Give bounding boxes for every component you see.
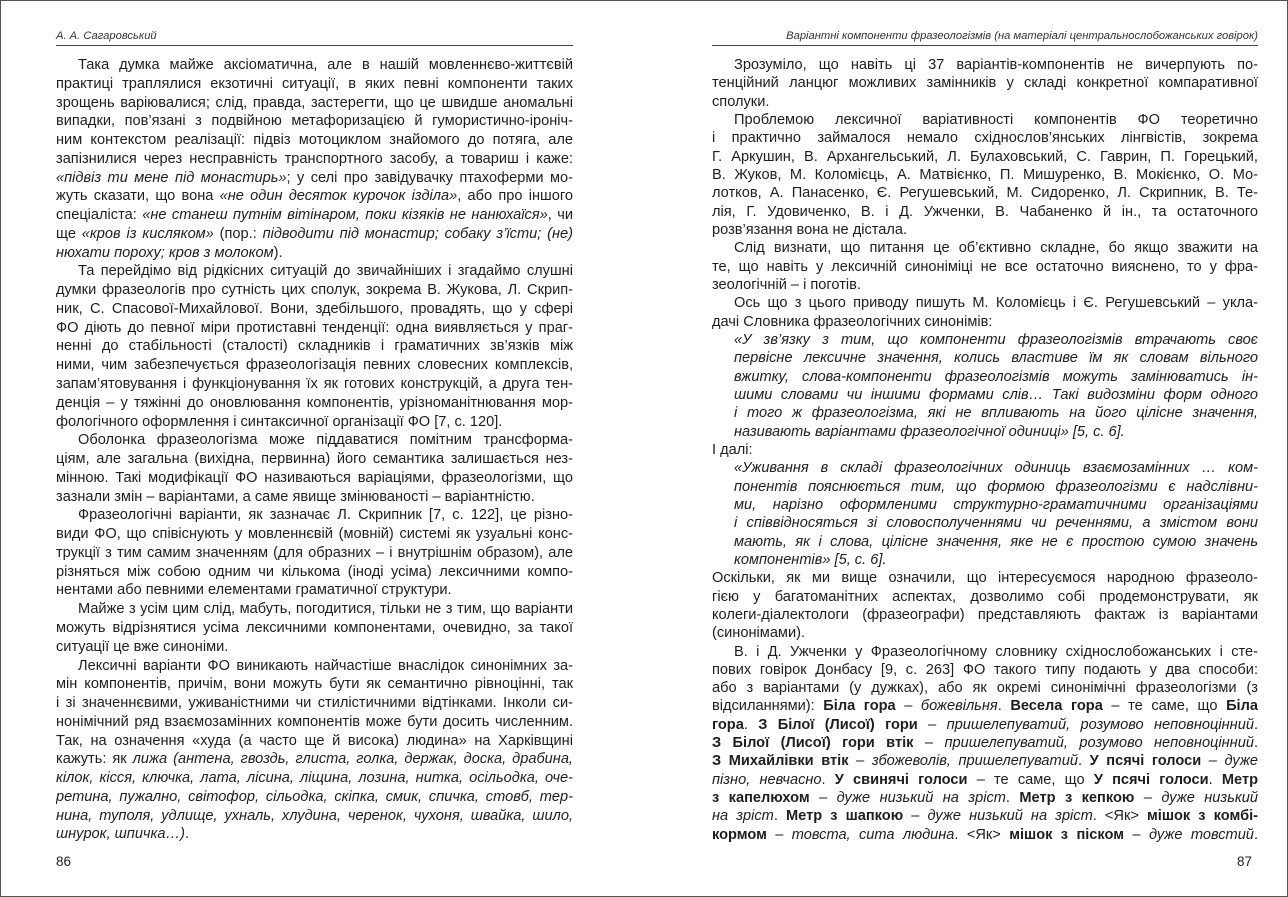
- text-line: [712, 661, 1258, 679]
- text-line: [712, 716, 1258, 734]
- text-run: .: [997, 698, 1011, 715]
- text-line: [56, 581, 573, 600]
- text-line: [56, 469, 573, 488]
- text-run: ).: [273, 244, 283, 261]
- text-run: Ось що з цього приводу пишуть М. Коломієць і Є. Регушевський – укла-: [734, 295, 1258, 312]
- text-run: зазнали змін – варіантами, а саме явище змінюваності – варіантністю.: [56, 488, 535, 505]
- text-line: [712, 569, 1258, 587]
- bold-term: кормом: [712, 826, 767, 843]
- text-run: , або про іншого: [457, 188, 573, 205]
- text-line: [712, 258, 1258, 276]
- text-run: .: [1077, 753, 1090, 770]
- text-run: ФО діють до певної міри протиставні тенденції: одна виявляється у праг-: [56, 319, 573, 336]
- bold-term: У псячі голоси: [1093, 771, 1209, 788]
- text-line: [56, 525, 573, 544]
- bold-term: З Білої (Лисої) гори: [758, 716, 918, 733]
- bold-term: Метр з кепкою: [1019, 790, 1135, 807]
- text-line: [712, 56, 1258, 74]
- bold-term: гора: [712, 716, 744, 733]
- text-run: зеологічній – і поготів.: [712, 276, 861, 293]
- text-run: –: [809, 790, 837, 807]
- text-run: .: [1208, 771, 1222, 788]
- text-run: , чи: [547, 207, 573, 224]
- text-run: .: [184, 826, 190, 843]
- page-body: [712, 56, 1258, 844]
- text-line: [56, 337, 573, 356]
- text-run: –: [1201, 753, 1225, 770]
- italic-text: первісне лексичне значення, колись властиве їм як словам вільного: [734, 350, 1258, 367]
- text-run: види ФО, що співіснують у мовленнєвій (мовній) системі як узуальні конс-: [56, 526, 573, 543]
- italic-text: і того ж фразеологізма, які не впливають на його цілісне значення,: [734, 405, 1258, 422]
- italic-text: «У зв’язку з тим, що компоненти фразеологізмів втрачають своє: [734, 331, 1258, 348]
- italic-text: нюхати пороху; кров з молоком: [56, 244, 274, 261]
- text-line: [712, 74, 1258, 92]
- text-line: [56, 694, 573, 713]
- text-line: [56, 244, 573, 263]
- text-run: ник, С. Спасової-Михайлової. Вони, здебільшого, провадять, що у сфері: [56, 300, 573, 317]
- text-run: В. і Д. Ужченки у Фразеологічному словнику східнослобожанських і сте-: [734, 643, 1258, 660]
- text-run: В. Жуков, М. Коломієць, А. Матвієнко, П. Мишуренко, В. Мокієнко, О. Мо-: [712, 166, 1258, 183]
- text-line: [56, 131, 573, 150]
- text-line: [56, 319, 573, 338]
- text-line: [712, 441, 1258, 459]
- quote-line: [712, 514, 1258, 532]
- quote-line: [712, 404, 1258, 422]
- text-run: – те саме, що: [967, 771, 1094, 788]
- italic-text: дуже: [1224, 753, 1258, 770]
- text-line: [56, 394, 573, 413]
- quote-line: [712, 459, 1258, 477]
- text-run: –: [913, 735, 945, 752]
- bold-term: Весела гора: [1010, 698, 1103, 715]
- text-line: [712, 826, 1258, 844]
- text-run: ціям, але загальна (вихідна, первинна) його семантика залишається нез-: [56, 451, 573, 468]
- text-run: ними, чим забезпечується фразеологізація певних словесних комплексів,: [56, 357, 573, 374]
- text-run: .: [1253, 716, 1258, 733]
- text-line: [56, 94, 573, 113]
- italic-text: ретина, пужално, світофор, сільодка, скіпка, смик, спичка, стовб, тер-: [56, 788, 573, 805]
- text-line: [712, 734, 1258, 752]
- text-run: жуть сказати, що вона: [56, 188, 220, 205]
- page-body: [56, 56, 573, 844]
- text-run: –: [1124, 826, 1149, 843]
- text-run: ситуації це вже синоніми.: [56, 638, 229, 655]
- quote-line: [712, 386, 1258, 404]
- text-run: лія, Г. Удовиченко, В. і Д. Ужченки, В. Чабаненко й ін., та остаточного: [712, 203, 1258, 220]
- text-run: випадки, пов’язані з подвійною метафоризацією й гумористично-іроніч-: [56, 113, 573, 130]
- text-run: нонімічний ряд взаємозамінних компонентів може бути досить численним.: [56, 713, 573, 730]
- text-run: дачі Словника фразеологічних синонімів:: [712, 313, 993, 330]
- text-run: Така думка майже аксіоматична, але в нашій мовленнєво-життєвій: [78, 57, 573, 73]
- text-run: спеціаліста:: [56, 207, 143, 224]
- text-line: [712, 807, 1258, 825]
- italic-text: збожеволів, пришелепуватий: [871, 753, 1078, 770]
- text-line: [712, 184, 1258, 202]
- quote-line: [712, 533, 1258, 551]
- text-run: .: [1005, 790, 1020, 807]
- text-line: [56, 600, 573, 619]
- text-run: зрощень варіювалися; слід, правда, застерегти, що це швидше аномальні: [56, 94, 573, 111]
- text-run: Г. Аркушин, В. Архангельський, Л. Булаховський, С. Гаврин, П. Горецький,: [712, 148, 1258, 165]
- quote-line: [712, 478, 1258, 496]
- text-line: [56, 413, 573, 432]
- text-run: денція – у тяжінні до оновлювання компонентів, урізноманітнювання мор-: [56, 394, 573, 411]
- text-line: [56, 563, 573, 582]
- text-line: [712, 697, 1258, 715]
- text-line: [712, 166, 1258, 184]
- text-run: (пор.:: [213, 225, 263, 242]
- text-run: різняться між собою одним чи кількома (іноді усіма) лексичними компо-: [56, 563, 573, 580]
- italic-text: дуже товстий: [1148, 826, 1254, 843]
- text-line: [56, 807, 573, 826]
- italic-text: ми, нарізно оформленими структурно-граматичними організаціями: [734, 496, 1258, 513]
- text-run: ним контекстом реалізації: підвіз мотоциклом знайомого до потяга, але: [56, 132, 573, 149]
- running-head: Варіантні компоненти фразеологізмів (на матеріалі центральнослобожанських говірок): [786, 30, 1258, 42]
- text-run: Оболонка фразеологізма може піддаватися помітним трансформа-: [78, 432, 573, 449]
- text-run: пових говірок Донбасу [9, с. 263] ФО такого типу подають у два способи:: [712, 661, 1258, 678]
- page-number: 87: [1236, 854, 1252, 869]
- text-line: [712, 313, 1258, 331]
- text-line: [56, 488, 573, 507]
- text-line: [712, 643, 1258, 661]
- italic-text: нина, туполя, удлище, ухналь, хлудина, черенок, чухоня, швайка, шило,: [56, 807, 573, 824]
- text-line: [712, 221, 1258, 239]
- italic-text: дуже низький на зріст: [927, 808, 1093, 825]
- italic-text: «Уживання в складі фразеологічних одиниць взаємозамінних … ком-: [734, 460, 1258, 477]
- bold-term: Біла гора: [823, 698, 896, 715]
- text-line: [56, 619, 573, 638]
- text-line: [712, 111, 1258, 129]
- quote-line: [712, 551, 1258, 569]
- bold-term: з капелюхом: [712, 790, 810, 807]
- text-run: лотков, А. Панасенко, Є. Регушевський, М. Сидоренко, Л. Скрипник, В. Те-: [712, 185, 1258, 202]
- text-line: [56, 187, 573, 206]
- text-run: колеги-діалектологи (фразеографи) представляють фактаж із варіантами: [712, 606, 1258, 623]
- text-run: кажуть: як: [56, 751, 133, 768]
- quote-line: [712, 423, 1258, 441]
- text-line: [712, 624, 1258, 642]
- italic-text: шнурок, шпичка…): [56, 826, 185, 843]
- text-line: [712, 93, 1258, 111]
- bold-term: Метр: [1221, 771, 1258, 788]
- text-run: мінною. Такі модифікації ФО називаються варіаціями, фразеологізми, що: [56, 469, 573, 486]
- right-page: [712, 0, 1258, 897]
- text-line: [56, 300, 573, 319]
- text-line: [56, 281, 573, 300]
- text-line: [56, 375, 573, 394]
- text-run: можуть відрізнятися усіма лексичними компонентами, очевидно, за такої: [56, 619, 573, 636]
- text-line: [56, 506, 573, 525]
- quote-line: [712, 349, 1258, 367]
- text-line: [56, 732, 573, 751]
- italic-text: вжитку, слова-компоненти фразеологізмів можуть замінюватись ін-: [734, 368, 1258, 385]
- text-run: запам’ятовування і функціонування їх як готових конструкцій, а друга тен-: [56, 376, 573, 393]
- text-run: трукції з тим самим значенням (для образних – і внутрішнім образом), але: [56, 544, 573, 561]
- text-run: і зі значеннєвими, уживаністними чи стилістичними відтінками. Інколи си-: [56, 695, 573, 712]
- text-run: ще: [56, 225, 82, 242]
- italic-text: на зріст: [712, 808, 774, 825]
- text-run: .: [1253, 826, 1258, 843]
- text-run: –: [848, 753, 872, 770]
- text-run: . <Як>: [954, 826, 1010, 843]
- quote-line: [712, 368, 1258, 386]
- text-run: розв’язання вона не дістала.: [712, 221, 908, 238]
- quote-line: [712, 331, 1258, 349]
- text-line: [712, 679, 1258, 697]
- text-run: .: [743, 716, 759, 733]
- text-line: [712, 239, 1258, 257]
- italic-text: називають варіантами фразеологічної одиниці» [5, с. 6].: [734, 423, 1125, 440]
- text-run: –: [895, 698, 921, 715]
- bold-term: З Михайлівки втік: [712, 753, 849, 770]
- text-run: Фразеологічні варіанти, як зазначає Л. Скрипник [7, с. 122], це різно-: [78, 507, 573, 524]
- italic-text: підводити під монастир; собаку з’їсти; (не): [262, 225, 573, 242]
- bold-term: З Білої (Лисої) гори втік: [712, 735, 914, 752]
- text-line: [56, 150, 573, 169]
- text-run: Зрозуміло, що навіть ці 37 варіантів-компонентів не вичерпують по-: [734, 57, 1258, 73]
- text-run: і практично займалося немало східнослов’янських лінгвістів, зокрема: [712, 130, 1258, 147]
- text-line: [56, 56, 573, 75]
- text-line: [712, 752, 1258, 770]
- italic-text: понентів пояснюється тим, що формою фразеологізми є надслівни-: [734, 478, 1258, 495]
- text-line: [56, 75, 573, 94]
- text-run: Так, на означення «худа (а часто ще й висока) людина» на Харківщині: [56, 732, 573, 749]
- text-run: практиці траплялися екзотичні ситуації, в яких певні компоненти таких: [56, 75, 573, 92]
- text-line: [712, 203, 1258, 221]
- bold-term: Біла: [1226, 698, 1258, 715]
- text-line: [712, 588, 1258, 606]
- text-line: [56, 262, 573, 281]
- text-run: запізнилися через несправність транспортного засобу, а товариш і каже:: [56, 150, 573, 167]
- text-line: [712, 294, 1258, 312]
- text-run: І далі:: [712, 441, 753, 458]
- bold-term: У псячі голоси: [1089, 753, 1202, 770]
- text-run: –: [917, 716, 947, 733]
- text-line: [56, 769, 573, 788]
- bold-term: У свинячі голоси: [834, 771, 968, 788]
- header-rule: [712, 45, 1258, 46]
- text-run: нентами або певними елементами граматичної структури.: [56, 582, 452, 599]
- text-run: сполуки.: [712, 93, 770, 110]
- italic-text: пришелепуватий, розумово неповноцінний: [944, 735, 1254, 752]
- text-line: [712, 606, 1258, 624]
- text-line: [56, 431, 573, 450]
- text-line: [56, 112, 573, 131]
- text-run: Оскільки, як ми вище означили, що інтересуємося народною фразеоло-: [712, 570, 1258, 587]
- italic-text: «підвіз ти мене під монастирь»: [56, 169, 287, 186]
- text-run: Проблемою лексичної варіативності компонентів ФО теоретично: [734, 111, 1258, 128]
- text-run: –: [903, 808, 928, 825]
- italic-text: кілок, кісся, ключка, лата, лісина, ліщина, лозина, нитка, осільодка, оче-: [56, 770, 573, 787]
- running-head: А. А. Сагаровський: [56, 30, 157, 42]
- text-run: (синонімами).: [712, 625, 806, 642]
- text-run: ; у селі про завідувачку птахоферми мо-: [286, 169, 573, 186]
- text-run: –: [766, 826, 792, 843]
- italic-text: товста, сита людина: [791, 826, 955, 843]
- text-line: [56, 206, 573, 225]
- text-run: відсиланнями):: [712, 698, 824, 715]
- text-run: .: [1253, 735, 1258, 752]
- text-run: Слід визнати, що питання це об’єктивно складне, бо якщо зважити на: [734, 240, 1258, 257]
- text-line: [56, 225, 573, 244]
- italic-text: дуже низький на зріст: [836, 790, 1006, 807]
- text-line: [56, 450, 573, 469]
- italic-text: «не станеш путнім вітінаром, поки кізяків не нанюхаїся»: [142, 207, 548, 224]
- text-run: або з варіантами (у дужках), або як окремі синонімічні фразеологізми (з: [712, 680, 1258, 697]
- page-number: 86: [56, 854, 72, 869]
- text-line: [56, 169, 573, 188]
- italic-text: мають, як і слова, цілісне значення, яке не є простою сумою значень: [734, 533, 1258, 550]
- italic-text: пришелепуватий, розумово неповноцінний: [946, 716, 1254, 733]
- text-line: [56, 657, 573, 676]
- text-run: тенційний ланцюг можливих замінників у складі конкретної компаративної: [712, 75, 1258, 92]
- text-run: те, що навіть у лексичній синоніміці не все остаточно вияснено, то у фра-: [712, 258, 1258, 275]
- text-run: ненні до стабільності (сталості) складників і граматичних зв’язків між: [56, 338, 573, 355]
- text-line: [712, 276, 1258, 294]
- italic-text: пізно, невчасно: [712, 771, 822, 788]
- text-run: .: [773, 808, 786, 825]
- text-run: –: [1134, 790, 1162, 807]
- text-run: гією у багатоманітних аспектах, дозволимо собі продемонструвати, як: [712, 588, 1258, 605]
- text-line: [56, 675, 573, 694]
- text-run: Та перейдімо від рідкісних ситуацій до звичайніших і згадаймо слушні: [78, 263, 573, 280]
- italic-text: дуже низький: [1161, 790, 1258, 807]
- italic-text: божевільня: [920, 698, 998, 715]
- text-line: [56, 544, 573, 563]
- text-run: Майже з усім цим слід, мабуть, погодитися, тільки не з тим, що варіанти: [78, 601, 573, 618]
- italic-text: компонентів» [5, с. 6].: [734, 551, 887, 568]
- bold-term: мішок з піском: [1009, 826, 1125, 843]
- text-run: .: [821, 771, 835, 788]
- text-run: – те саме, що: [1102, 698, 1227, 715]
- quote-line: [712, 496, 1258, 514]
- header-rule: [56, 45, 573, 46]
- left-page: [56, 0, 573, 897]
- text-run: думки фразеологів про сутність цих сполук, зокрема В. Жукова, Л. Скрип-: [56, 282, 573, 299]
- text-line: [56, 356, 573, 375]
- text-line: [56, 825, 573, 844]
- italic-text: і співвідносяться зі словосполученнями чи реченнями, а змістом вони: [734, 515, 1258, 532]
- text-run: мін компонентів, причім, вони можуть бути як семантично рівноцінні, так: [56, 676, 573, 693]
- text-run: Лексичні варіанти ФО виникають найчастіше внаслідок синонімних за-: [78, 657, 573, 674]
- italic-text: лижа (антена, гвоздь, глиста, голка, держак, доска, драбина,: [132, 751, 573, 768]
- italic-text: шими словами чи іншими формами слів… Такі видозміни форм одного: [734, 386, 1258, 403]
- text-line: [712, 771, 1258, 789]
- bold-term: мішок з комбі-: [1146, 808, 1258, 825]
- text-line: [56, 638, 573, 657]
- italic-text: «кров із кисляком»: [81, 225, 214, 242]
- text-line: [712, 148, 1258, 166]
- italic-text: «не один десяток курочок ізділа»: [219, 188, 458, 205]
- text-line: [712, 789, 1258, 807]
- text-line: [56, 750, 573, 769]
- text-line: [56, 713, 573, 732]
- text-line: [712, 129, 1258, 147]
- text-run: фологічного оформлення і синтаксичної організації ФО [7, с. 120].: [56, 413, 503, 430]
- text-run: . <Як>: [1092, 808, 1147, 825]
- text-line: [56, 788, 573, 807]
- bold-term: Метр з шапкою: [786, 808, 904, 825]
